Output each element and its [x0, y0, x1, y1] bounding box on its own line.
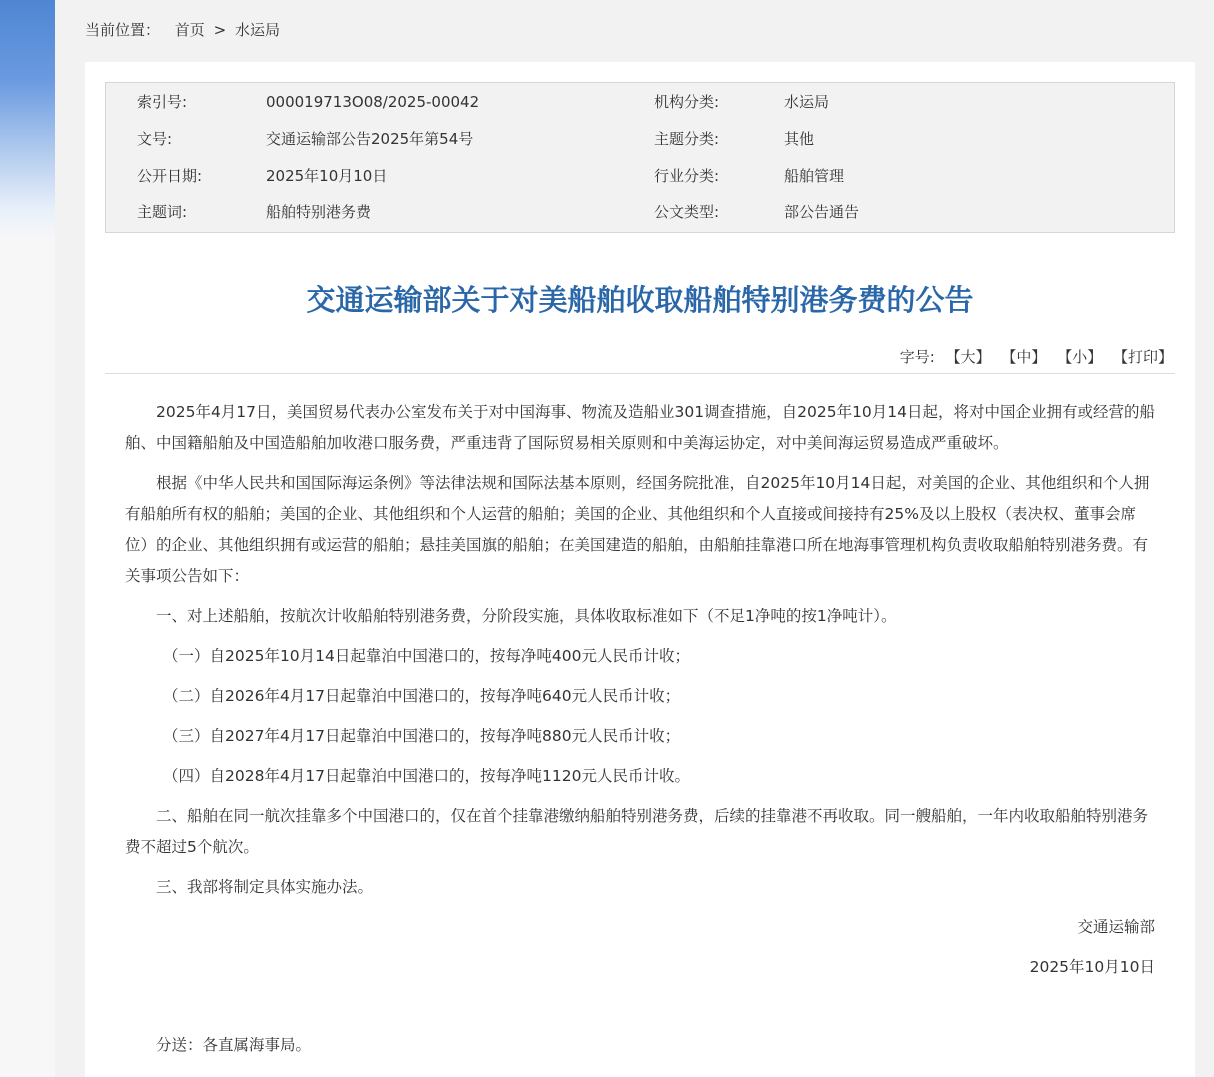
paragraph-subitem-1: （一）自2025年10月14日起靠泊中国港口的，按每净吨400元人民币计收；: [163, 647, 690, 665]
doc-number-value: 交通运输部公告2025年第54号: [266, 130, 474, 148]
publish-date-value: 2025年10月10日: [266, 167, 388, 185]
document-metadata-table: [105, 82, 1175, 233]
distribution-note: 分送：各直属海事局。: [156, 1036, 312, 1054]
article-body: [125, 397, 1155, 1070]
signature: 交通运输部: [1077, 918, 1155, 936]
topic-category-label: 主题分类:: [654, 130, 720, 148]
font-size-label: 字号:: [899, 348, 935, 366]
title-divider: [105, 373, 1175, 374]
doc-type-label: 公文类型:: [654, 203, 720, 221]
index-number-label: 索引号:: [137, 93, 188, 111]
breadcrumb-water-transport-link[interactable]: 水运局: [234, 21, 280, 39]
industry-category-label: 行业分类:: [654, 167, 720, 185]
industry-category-value: 船舶管理: [784, 167, 845, 185]
font-size-toolbar: [900, 347, 1173, 367]
keyword-value: 船舶特别港务费: [266, 203, 372, 221]
paragraph-subitem-4: （四）自2028年4月17日起靠泊中国港口的，按每净吨1120元人民币计收。: [163, 767, 690, 785]
org-category-value: 水运局: [784, 93, 830, 111]
doc-type-value: 部公告通告: [784, 203, 860, 221]
paragraph-subitem-2: （二）自2026年4月17日起靠泊中国港口的，按每净吨640元人民币计收；: [163, 687, 681, 705]
breadcrumb-prefix: 当前位置：: [85, 21, 161, 39]
keyword-label: 主题词:: [137, 203, 188, 221]
breadcrumb-home-link[interactable]: 首页: [174, 21, 205, 39]
signature-date: 2025年10月10日: [1029, 958, 1155, 976]
breadcrumb: [85, 20, 280, 40]
paragraph-item-3: 三、我部将制定具体实施办法。: [156, 878, 374, 896]
paragraph-background: 2025年4月17日，美国贸易代表办公室发布关于对中国海事、物流及造船业301调查措施，自2025年10月14日起，将对中国企业拥有或经营的船舶、中国籍船舶及中国造船舶加收港口服务费，严重违背了国际贸易相关原则和中美海运协定，对中美间海运贸易造成严重破坏。: [125, 403, 1156, 452]
paragraph-item-2: 二、船舶在同一航次挂靠多个中国港口的，仅在首个挂靠港缴纳船舶特别港务费，后续的挂靠港不再收取。同一艘船舶，一年内收取船舶特别港务费不超过5个航次。: [125, 807, 1149, 856]
publish-date-label: 公开日期:: [137, 167, 203, 185]
font-medium-button[interactable]: 【中】: [1001, 348, 1047, 366]
org-category-label: 机构分类:: [654, 93, 720, 111]
left-decor-strip: [0, 0, 55, 1077]
breadcrumb-separator: >: [213, 21, 227, 39]
paragraph-subitem-3: （三）自2027年4月17日起靠泊中国港口的，按每净吨880元人民币计收；: [163, 727, 681, 745]
topic-category-value: 其他: [784, 130, 815, 148]
font-small-button[interactable]: 【小】: [1057, 348, 1103, 366]
article-container: [85, 62, 1195, 1077]
paragraph-basis: 根据《中华人民共和国国际海运条例》等法律法规和国际法基本原则，经国务院批准，自2025年10月14日起，对美国的企业、其他组织和个人拥有船舶所有权的船舶；美国的企业、其他组织和个人运营的船舶；美国的企业、其他组织和个人直接或间接持有25%及以上股权（表决权、董事会席位）的企业、其他组织拥有或运营的船舶；悬挂美国旗的船舶；在美国建造的船舶，由船舶挂靠港口所在地海事管理机构负责收取船舶特别港务费。有关事项公告如下：: [125, 474, 1150, 585]
index-number-value: 000019713O08/2025-00042: [266, 93, 480, 111]
font-large-button[interactable]: 【大】: [945, 348, 991, 366]
paragraph-item-1: 一、对上述船舶，按航次计收船舶特别港务费，分阶段实施，具体收取标准如下（不足1净吨的按1净吨计）。: [156, 607, 897, 625]
print-button[interactable]: 【打印】: [1112, 348, 1173, 366]
doc-number-label: 文号:: [137, 130, 173, 148]
article-title: 交通运输部关于对美船舶收取船舶特别港务费的公告: [306, 283, 974, 317]
